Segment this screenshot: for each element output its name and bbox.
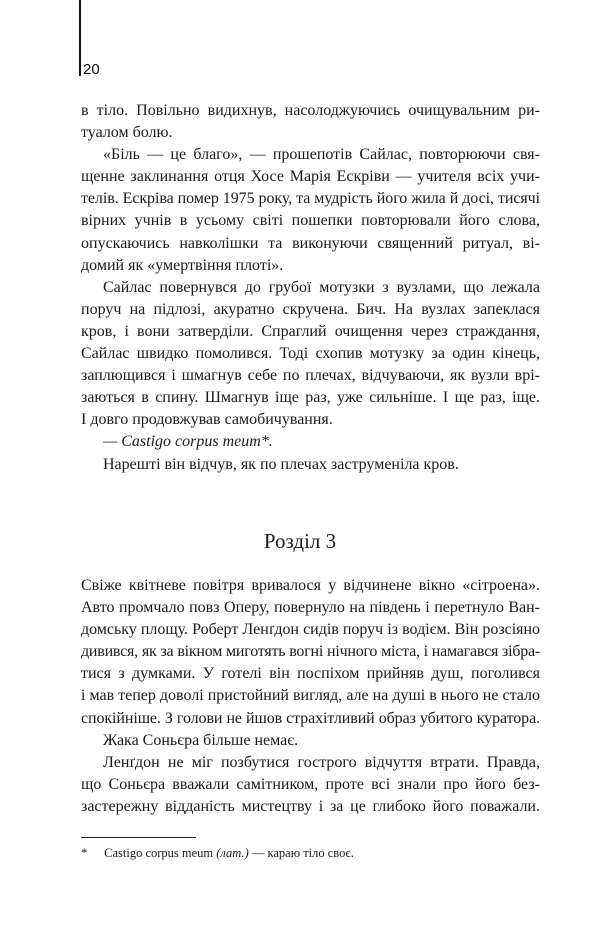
- text-line: заються в спину. Шмагнув іще раз, уже сильніше. І ще раз, іще.: [81, 389, 540, 407]
- footnote-translation: — караю тіло своє.: [251, 846, 354, 860]
- text-line: вірних учнів в усьому світі пошепки повторювали його слова,: [81, 212, 540, 230]
- text-line: поруч на підлозі, акуратно скручена. Бич. На вузлах запеклася: [81, 300, 540, 318]
- text-line: спокійніше. З голови не йшов страхітливий образ убитого куратора.: [81, 709, 540, 727]
- text-line: заплющився і шмагнув себе по плечах, відчуваючи, як вузли врі-: [81, 367, 540, 385]
- text-line: туалом болю.: [81, 124, 173, 142]
- text-line: домий як «умертвіння плоті».: [81, 256, 284, 274]
- text-line: Ленґдон не міг позбутися гострого відчуття втрати. Правда,: [103, 753, 540, 771]
- text-line: «Біль — це благо», — прошепотів Сайлас, повторюючи свя-: [103, 146, 540, 164]
- footnote-term: Castigo corpus meum: [104, 846, 214, 860]
- text-line: Свіже квітневе повітря вривалося у відчинене вікно «сітроена».: [81, 577, 540, 594]
- footnote-divider: [81, 837, 196, 838]
- text-line: застережну відданість мистецтву і за це глибоко його поважали.: [81, 797, 540, 815]
- text-line: Жака Соньєра більше немає.: [103, 731, 299, 749]
- text-line: телів. Ескріва помер 1975 року, та мудрість його жила й досі, тисячі: [81, 190, 540, 208]
- text-line: що Соньєра вважали самітником, проте всі знали про його без-: [81, 775, 540, 793]
- page-margin-rule: [79, 0, 81, 76]
- text-line: Сайлас швидко помолився. Тоді схопив мотузку за один кінець,: [81, 345, 540, 363]
- chapter-heading: Розділ 3: [263, 529, 337, 553]
- text-line: в тіло. Повільно видихнув, насолоджуючись очищувальним ри-: [81, 102, 540, 119]
- text-line: тися з думками. У готелі він поспіхом прийняв душ, поголився: [81, 665, 540, 683]
- text-line: — Castigo corpus meum*.: [103, 433, 273, 451]
- text-line: дивився, як за вікном миготять вогні нічного міста, і намагався зібра-: [81, 643, 540, 661]
- text-block-2: [81, 575, 540, 818]
- text-block-1: [81, 100, 540, 476]
- text-line: І довго продовжував самобичування.: [81, 411, 333, 429]
- footnote: [81, 846, 354, 861]
- footnote-lang: (лат.): [216, 846, 249, 860]
- text-line: Авто промчало повз Оперу, повернуло на південь і перетнуло Ван-: [81, 599, 540, 617]
- text-line: Сайлас повернувся до грубої мотузки з вузлами, що лежала: [103, 278, 540, 296]
- text-line: Нарешті він відчув, як по плечах заструменіла кров.: [103, 455, 459, 473]
- footnote-marker: *: [81, 846, 88, 860]
- text-line: домську площу. Роберт Ленґдон сидів поруч із водієм. Він розсіяно: [81, 621, 540, 639]
- text-line: щенне заклинання отця Хосе Марія Ескріви — учителя всіх учи-: [81, 168, 540, 186]
- text-line: опускаючись навколішки та виконуючи священний ритуал, ві-: [81, 234, 540, 252]
- text-line: кров, і вони затверділи. Спраглий очищення через страждання,: [81, 322, 540, 340]
- text-line: і мав тепер доволі пристойний вигляд, але на душі в нього не стало: [81, 687, 540, 705]
- page-number: 20: [83, 61, 100, 78]
